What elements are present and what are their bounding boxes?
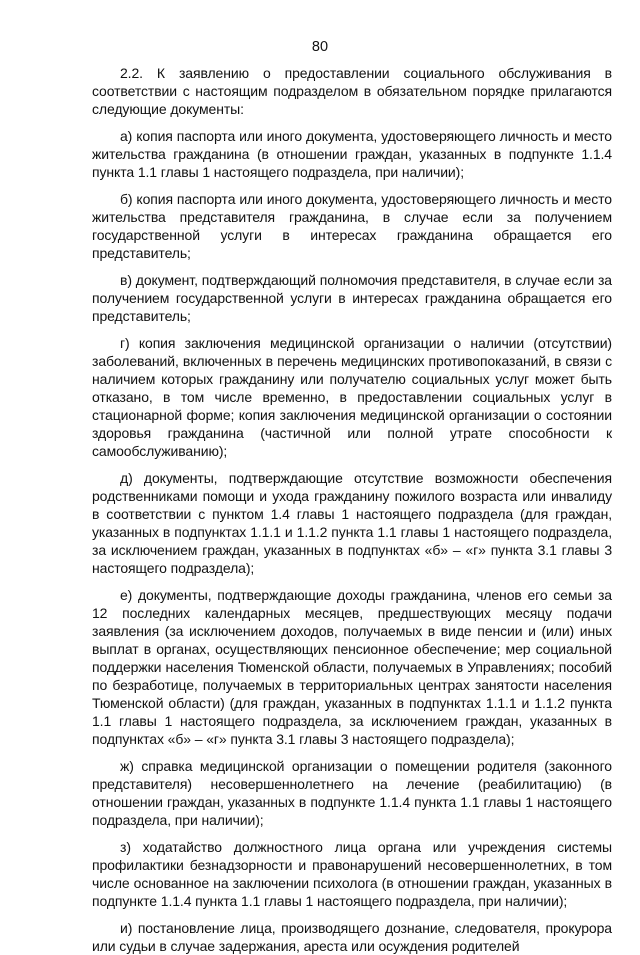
paragraph-2-2-intro: 2.2. К заявлению о предоставлении социального обслуживания в соответствии с настоящим подразделом в обязательном порядке прилагаются следующие документы: [92,65,612,117]
paragraph-item-d: д) документы, подтверждающие отсутствие возможности обеспечения родственниками помощи и ухода гражданину пожилого возраста или инвалиду в соответствии с пунктом 1.4 главы 1 настоящего подраздела (для граждан, указанных в подпунктах 1.1.1 и 1.1.2 пункта 1.1 главы 1 настоящего подраздела, за исключением граждан, указанных в подпунктах «б» – «г» пункта 3.1 главы 3 настоящего подраздела); [92,470,612,576]
page-number: 80 [311,39,329,55]
document-body [92,64,612,955]
paragraph-item-e: е) документы, подтверждающие доходы гражданина, членов его семьи за 12 последних календарных месяцев, предшествующих месяцу подачи заявления (за исключением доходов, получаемых в виде пенсии и (или) иных выплат в органах, осуществляющих пенсионное обеспечение; мер социальной поддержки населения Тюменской области, получаемых в Управлениях; пособий по безработице, получаемых в территориальных центрах занятости населения Тюменской области) (для граждан, указанных в подпунктах 1.1.1 и 1.1.2 пункта 1.1 главы 1 настоящего подраздела, за исключением граждан, указанных в подпунктах «б» – «г» пункта 3.1 главы 3 настоящего подраздела); [92,587,612,747]
paragraph-item-v: в) документ, подтверждающий полномочия представителя, в случае если за получением государственной услуги в интересах гражданина обращается его представитель; [92,272,612,324]
paragraph-item-a: а) копия паспорта или иного документа, удостоверяющего личность и место жительства гражданина (в отношении граждан, указанных в подпункте 1.1.4 пункта 1.1 главы 1 настоящего подраздела, при наличии); [92,128,612,180]
paragraph-item-z: з) ходатайство должностного лица органа или учреждения системы профилактики безнадзорности и правонарушений несовершеннолетних, в том числе основанное на заключении психолога (в отношении граждан, указанных в подпункте 1.1.4 пункта 1.1 главы 1 настоящего подраздела, при наличии); [92,839,612,909]
paragraph-item-i: и) постановление лица, производящего дознание, следователя, прокурора или судьи в случае задержания, ареста или осуждения родителей [92,920,612,954]
paragraph-item-g: г) копия заключения медицинской организации о наличии (отсутствии) заболеваний, включенных в перечень медицинских противопоказаний, в связи с наличием которых гражданину или получателю социальных услуг может быть отказано, в том числе временно, в предоставлении социальных услуг в стационарной форме; копия заключения медицинской организации о состоянии здоровья гражданина (частичной или полной утрате способности к самообслуживанию); [92,335,612,459]
paragraph-item-b: б) копия паспорта или иного документа, удостоверяющего личность и место жительства представителя гражданина, в случае если за получением государственной услуги в интересах гражданина обращается его представитель; [92,191,612,261]
paragraph-item-zh: ж) справка медицинской организации о помещении родителя (законного представителя) несовершеннолетнего на лечение (реабилитацию) (в отношении граждан, указанных в подпункте 1.1.4 пункта 1.1 главы 1 настоящего подраздела, при наличии); [92,758,612,828]
